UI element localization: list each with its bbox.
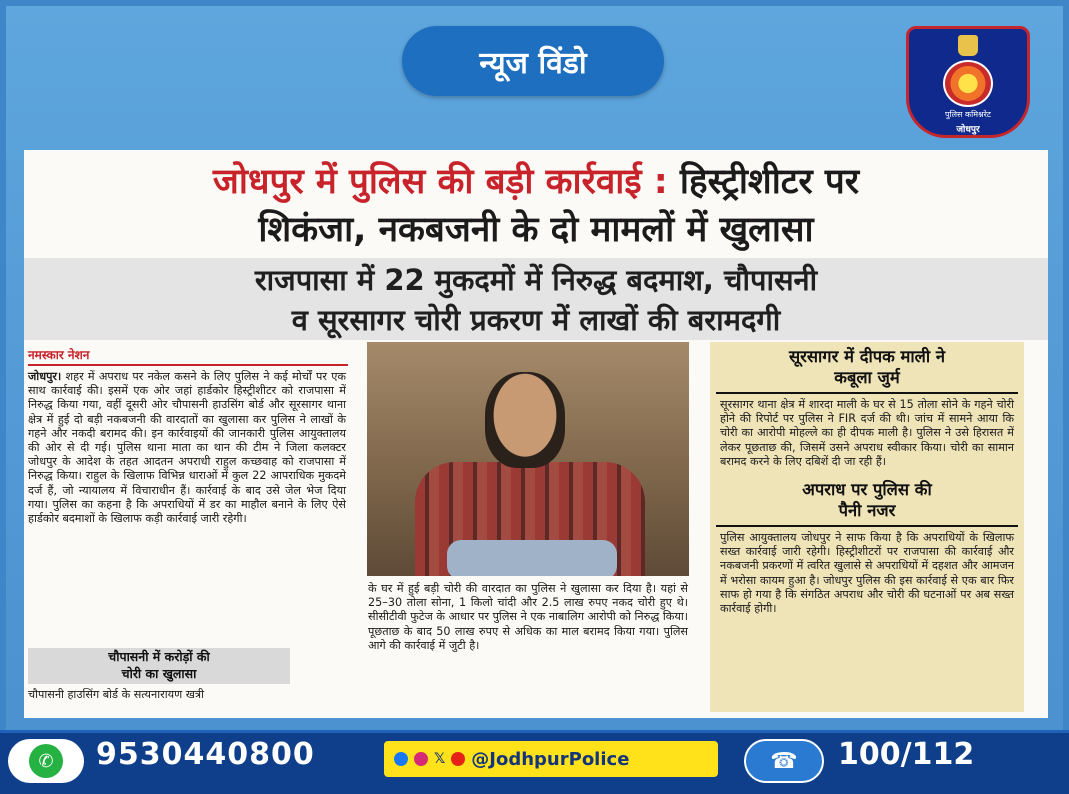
right-heading-2-line-1: अपराध पर पुलिस की xyxy=(802,480,932,500)
footer-bar xyxy=(0,730,1069,794)
youtube-icon[interactable] xyxy=(451,752,465,766)
phone-call-icon[interactable]: ☎ xyxy=(744,739,824,783)
headline-red-part: जोधपुर में पुलिस की बड़ी कार्रवाई : xyxy=(212,162,668,202)
article-headline xyxy=(24,158,1048,254)
accused-photo xyxy=(367,342,689,576)
subhead-line-1: राजपासा में 22 मुकदमों में निरुद्ध बदमाश, चौपासनी xyxy=(254,263,818,297)
badge-arc-text: पुलिस कमिश्नरेट xyxy=(945,110,991,119)
article-subhead xyxy=(24,258,1048,340)
byline: नमस्कार नेशन xyxy=(28,348,90,362)
right-heading-2-line-2: पैनी नजर xyxy=(838,501,896,521)
facebook-icon[interactable] xyxy=(394,752,408,766)
right-paragraph-2: पुलिस आयुक्तालय जोधपुर ने साफ किया है कि अपराधियों के खिलाफ सख्त कार्रवाई जारी रहेगी। हिस्ट्रीशीटरों पर राजपासा की कार्रवाई और नकबजनी प्रकरणों में त्वरित खुलासे से अपराधियों में दहशत और आमजन में भरोसा कायम हुआ है। जोधपुर पुलिस की इस कार्रवाई से एक बार फिर साफ हो गया है कि संगठित अपराध और चोरी की घटनाओं पर अब सख्त कार्रवाई होगी। xyxy=(720,531,1014,616)
right-heading-2 xyxy=(710,475,1024,523)
social-handles[interactable] xyxy=(384,741,718,777)
national-emblem-icon xyxy=(958,35,978,56)
headline-black-part-2: शिकंजा, नकबजनी के दो मामलों में खुलासा xyxy=(258,210,814,250)
middle-column-text: के घर में हुई बड़ी चोरी की वारदात का पुलिस ने खुलासा कर दिया है। यहां से 25–30 तोला सोना, 1 किलो चांदी और 2.5 लाख रुपए नकद चोरी हुए थे। सीसीटीवी फुटेज के आधार पर पुलिस ने एक नाबालिग आरोपी को निरुद्ध किया। पूछताछ के बाद 50 लाख रुपए से अधिक का माल बरामद किया गया। पुलिस आगे की कार्रवाई में जुटी है। xyxy=(368,582,688,652)
left-column-text xyxy=(28,370,346,526)
whatsapp-icon[interactable] xyxy=(8,739,84,783)
emergency-number[interactable]: 100/112 xyxy=(838,737,975,772)
chaupasni-subheading xyxy=(28,648,290,684)
dateline: जोधपुर। xyxy=(28,370,62,383)
left-body: शहर में अपराध पर नकेल कसने के लिए पुलिस ने कई मोर्चों पर एक साथ कार्रवाई की। इसमें एक ओर जहां हार्डकोर हिस्ट्रीशीटर को राजपासा में निरुद्ध किया गया, वहीं दूसरी ओर चौपासनी हाउसिंग बोर्ड और सूरसागर थाना क्षेत्र में हुई दो बड़ी नकबजनी की वारदातों का खुलासा कर पुलिस ने लाखों के गहने और नकदी बरामद की। इन कार्रवाइयों की जानकारी पुलिस आयुक्तालय की ओर से दी गई। पुलिस थाना माता का थान की टीम ने जिला कलक्टर जोधपुर के आदेश के तहत आदतन अपराधी राहुल कच्छवाह को राजपासा में निरुद्ध किया। राहुल के खिलाफ विभिन्न धाराओं में कुल 22 आपराधिक मुकदमे दर्ज हैं, जो न्यायालय में विचाराधीन हैं। कार्रवाई के बाद उसे जेल भेज दिया गया। पुलिस का कहना है कि अपराधियों में डर का माहौल बनाने के लिए ऐसे हार्डकोर बदमाशों के खिलाफ कड़ी कार्रवाई जारी रहेगी। xyxy=(28,370,346,526)
right-column-box xyxy=(710,342,1024,712)
byline-divider xyxy=(28,364,348,366)
subbox-line-1: चौपासनी में करोड़ों की xyxy=(108,649,210,664)
photo-head xyxy=(485,372,565,468)
subhead-line-2: व सूरसागर चोरी प्रकरण में लाखों की बरामदगी xyxy=(291,303,781,337)
photo-jeans xyxy=(447,540,617,576)
sun-emblem-icon xyxy=(943,60,993,107)
badge-city: जोधपुर xyxy=(956,125,980,135)
x-icon[interactable]: 𝕏 xyxy=(434,751,446,767)
right-divider-2 xyxy=(716,525,1018,527)
police-commissionerate-badge xyxy=(906,26,1030,138)
right-heading-1 xyxy=(710,342,1024,390)
news-window-title: न्यूज विंडो xyxy=(402,26,664,96)
right-heading-1-line-2: कबूला जुर्म xyxy=(834,368,900,387)
whatsapp-phone-glyph-icon: ✆ xyxy=(29,744,63,778)
newspaper-clipping xyxy=(24,150,1048,718)
headline-black-part-1: हिस्ट्रीशीटर पर xyxy=(667,162,860,202)
instagram-icon[interactable] xyxy=(414,752,428,766)
left-column-bottom-text: चौपासनी हाउसिंग बोर्ड के सत्यनारायण खत्री xyxy=(28,688,204,701)
subbox-line-2: चोरी का खुलासा xyxy=(121,666,197,681)
right-heading-1-line-1: सूरसागर में दीपक माली ने xyxy=(788,347,946,366)
right-paragraph-1: सूरसागर थाना क्षेत्र में शारदा माली के घर से 15 तोला सोने के गहने चोरी होने की रिपोर्ट पर पुलिस ने FIR दर्ज की थी। जांच में सामने आया कि चोरी का आरोपी मोहल्ले का ही दीपक माली है। पुलिस ने उसे हिरासत में लेकर पूछताछ की, जिसमें उसने अपराध स्वीकार किया। चोरी का सामान बरामद करने के लिए दबिशें दी जा रही हैं। xyxy=(720,398,1014,468)
whatsapp-number[interactable]: 9530440800 xyxy=(96,737,315,772)
right-divider-1 xyxy=(716,392,1018,394)
social-handle[interactable]: @JodhpurPolice xyxy=(471,748,630,770)
